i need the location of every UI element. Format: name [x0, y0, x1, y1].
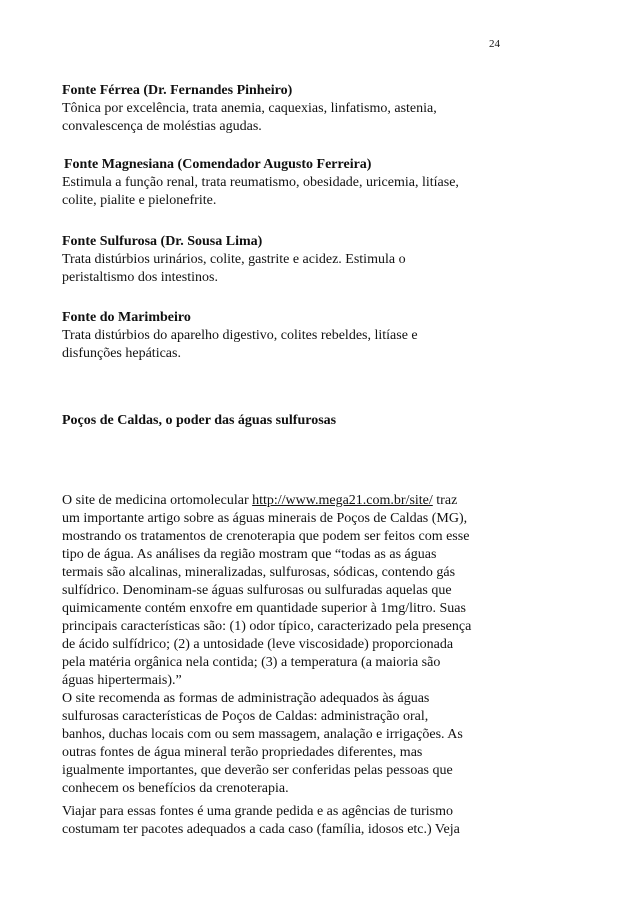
fonte-sulfurosa-text-line: Trata distúrbios urinários, colite, gastrite e acidez. Estimula o [62, 252, 406, 267]
fonte-magnesiana-section [62, 156, 522, 210]
article-text-line: um importante artigo sobre as águas minerais de Poços de Caldas (MG), [62, 511, 468, 526]
page-number: 24 [489, 38, 500, 50]
fonte-sulfurosa-title: Fonte Sulfurosa (Dr. Sousa Lima) [62, 234, 263, 249]
fonte-sulfurosa-text-line: peristaltismo dos intestinos. [62, 270, 218, 285]
article-first-line [62, 492, 522, 510]
article-text-line: igualmente importantes, que deverão ser conferidas pelas pessoas que [62, 763, 453, 778]
fonte-magnesiana-text-line: Estimula a função renal, trata reumatismo, obesidade, uricemia, litíase, [62, 175, 459, 190]
fonte-ferrea-section [62, 82, 522, 136]
mega21-site-link[interactable]: http://www.mega21.com.br/site/ [252, 493, 433, 508]
fonte-magnesiana-title: Fonte Magnesiana (Comendador Augusto Ferreira) [64, 157, 372, 172]
article-text-line: principais características são: (1) odor típico, caracterizado pela presença [62, 619, 472, 634]
article-text-line: O site recomenda as formas de administração adequados às águas [62, 691, 430, 706]
fonte-ferrea-text-line: Tônica por excelência, trata anemia, caquexias, linfatismo, astenia, [62, 101, 437, 116]
article-text-line: quimicamente contém enxofre em quantidade superior à 1mg/litro. Suas [62, 601, 466, 616]
article-text-line: termais são alcalinas, mineralizadas, sulfurosas, sódicas, contendo gás [62, 565, 456, 580]
fonte-sulfurosa-section [62, 233, 522, 287]
article-text-line: tipo de água. As análises da região mostram que “todas as as águas [62, 547, 437, 562]
article-text-line: sulfídrico. Denominam-se águas sulfurosas ou sulfuradas aquelas que [62, 583, 452, 598]
article-text-line: pela matéria orgânica nela contida; (3) a temperatura (a maioria são [62, 655, 441, 670]
article-text-line: águas hipertermais).” [62, 673, 182, 688]
article-body [62, 492, 522, 839]
fonte-marimbeiro-section [62, 309, 522, 363]
fonte-ferrea-text-line: convalescença de moléstias agudas. [62, 119, 262, 134]
article-text-line: sulfurosas características de Poços de Caldas: administração oral, [62, 709, 429, 724]
fonte-ferrea-title: Fonte Férrea (Dr. Fernandes Pinheiro) [62, 83, 293, 98]
fonte-magnesiana-text-line: colite, pialite e pielonefrite. [62, 193, 217, 208]
article-text-line: Viajar para essas fontes é uma grande pedida e as agências de turismo [62, 804, 454, 819]
article-text-line: de ácido sulfídrico; (2) a untosidade (leve viscosidade) proporcionada [62, 637, 454, 652]
fonte-marimbeiro-text-line: Trata distúrbios do aparelho digestivo, colites rebeldes, litíase e [62, 328, 418, 343]
article-intro-text: O site de medicina ortomolecular [62, 493, 253, 508]
article-text-line: conhecem os benefícios da crenoterapia. [62, 781, 289, 796]
section-title: Poços de Caldas, o poder das águas sulfurosas [62, 413, 337, 428]
article-text-line: outras fontes de água mineral terão propriedades diferentes, mas [62, 745, 423, 760]
fonte-marimbeiro-title: Fonte do Marimbeiro [62, 310, 191, 325]
article-intro-text-end: traz [432, 493, 458, 508]
fonte-marimbeiro-text-line: disfunções hepáticas. [62, 346, 181, 361]
article-text-line: banhos, duchas locais com ou sem massagem, analação e irrigações. As [62, 727, 463, 742]
article-text-line: mostrando os tratamentos de crenoterapia que podem ser feitos com esse [62, 529, 470, 544]
article-text-line: costumam ter pacotes adequados a cada caso (família, idosos etc.) Veja [62, 822, 460, 837]
